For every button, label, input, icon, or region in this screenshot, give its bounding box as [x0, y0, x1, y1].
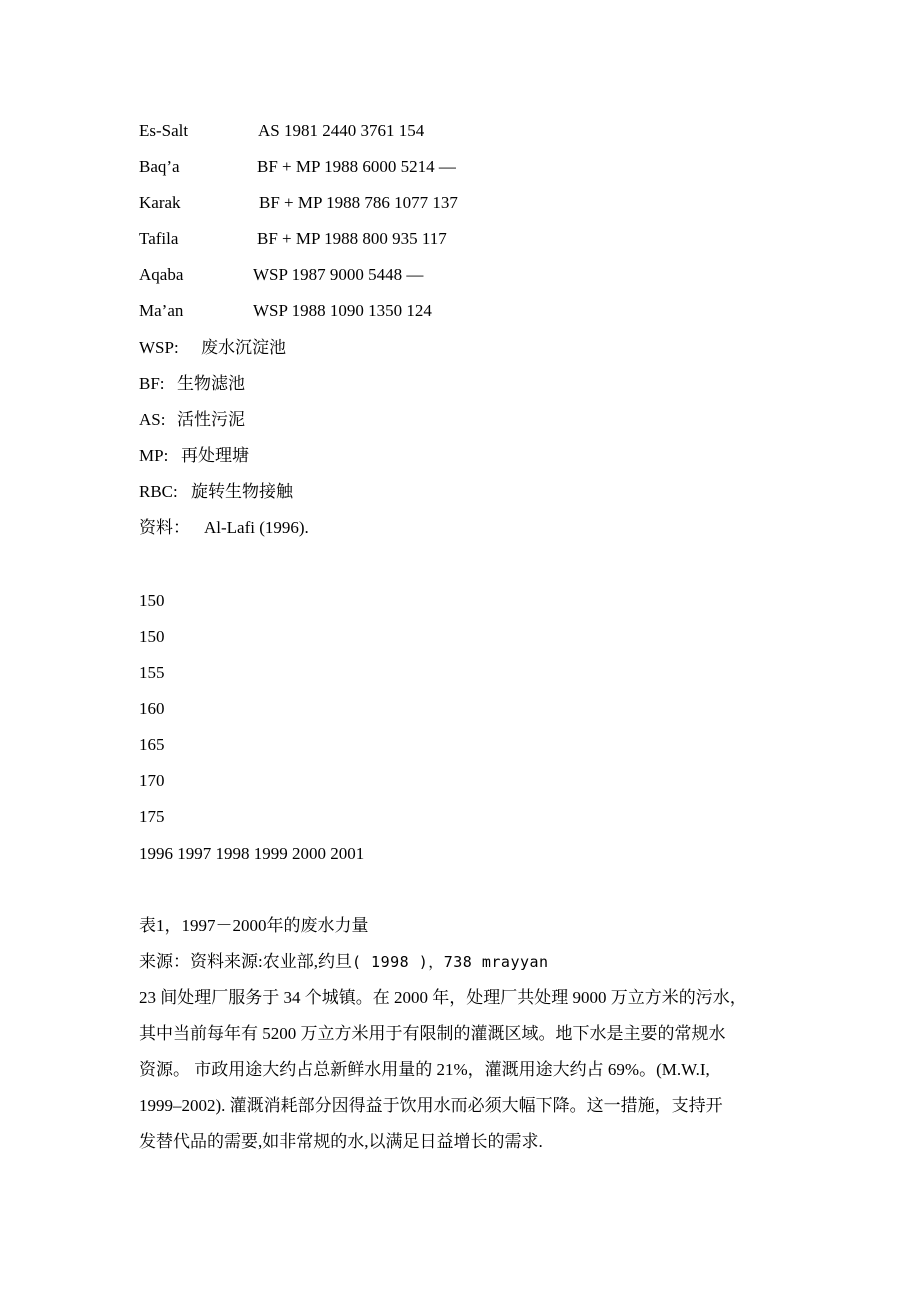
plant-row	[139, 300, 432, 322]
plant-row	[139, 192, 458, 214]
paragraph-line: 1999–2002). 灌溉消耗部分因得益于饮用水而必须大幅下降。这一措施，支持开	[139, 1096, 723, 1115]
y-tick-label: 165	[139, 735, 165, 754]
plant-info: AS 1981 2440 3761 154	[258, 121, 425, 140]
legend-item	[139, 445, 249, 467]
legend-abbr: WSP:	[139, 338, 179, 357]
legend-abbr: MP:	[139, 446, 169, 465]
source-value: Al-Lafi (1996).	[204, 518, 309, 537]
y-tick-label: 150	[139, 627, 165, 646]
legend-abbr: RBC:	[139, 482, 178, 501]
plant-row	[139, 156, 456, 178]
source-line-text: 来源：资料来源:农业部,约旦	[139, 952, 352, 971]
paragraph-line: 23 间处理厂服务于 34 个城镇。在 2000 年，处理厂共处理 9000 万立方米的污水，	[139, 988, 747, 1007]
legend-abbr: AS:	[139, 410, 166, 429]
paragraph-line: 发替代品的需要,如非常规的水,以满足日益增长的需求.	[139, 1132, 543, 1151]
paragraph-line: 其中当前每年有 5200 万立方米用于有限制的灌溉区域。地下水是主要的常规水	[139, 1024, 726, 1043]
legend-abbr: BF:	[139, 374, 165, 393]
plant-info: WSP 1987 9000 5448 —	[253, 265, 424, 284]
plant-row	[139, 228, 447, 250]
y-tick-label: 150	[139, 591, 165, 610]
plant-row	[139, 120, 425, 142]
legend-desc: 废水沉淀池	[201, 338, 286, 357]
table-caption: 表1，1997－2000年的废水力量	[139, 916, 369, 935]
body-paragraph	[139, 980, 784, 1160]
plant-name: Baq’a	[139, 157, 180, 176]
legend-desc: 再处理塘	[181, 446, 249, 465]
y-tick-label: 155	[139, 663, 165, 682]
y-tick-label: 175	[139, 807, 165, 826]
legend-desc: 生物滤池	[177, 374, 245, 393]
legend-item	[139, 337, 286, 359]
source-line-mono: ( 1998 )，738 mrayyan	[351, 953, 549, 971]
x-tick-labels: 1996 1997 1998 1999 2000 2001	[139, 844, 365, 863]
source-note	[139, 517, 309, 539]
source-line	[139, 951, 549, 973]
plant-name: Aqaba	[139, 265, 184, 284]
legend-item	[139, 481, 293, 503]
legend-item	[139, 409, 245, 431]
plant-info: BF + MP 1988 800 935 117	[257, 229, 447, 248]
plant-info: BF + MP 1988 786 1077 137	[259, 193, 458, 212]
plant-name: Karak	[139, 193, 181, 212]
y-tick-label: 170	[139, 771, 165, 790]
legend-desc: 旋转生物接触	[191, 482, 293, 501]
y-tick-label: 160	[139, 699, 165, 718]
plant-info: BF + MP 1988 6000 5214 —	[257, 157, 456, 176]
plant-info: WSP 1988 1090 1350 124	[253, 301, 432, 320]
plant-name: Ma’an	[139, 301, 184, 320]
plant-name: Tafila	[139, 229, 179, 248]
source-label: 资料：	[139, 518, 190, 537]
legend-item	[139, 373, 245, 395]
paragraph-line: 资源。 市政用途大约占总新鲜水用量的 21%，灌溉用途大约占 69%。(M.W.I,	[139, 1060, 710, 1079]
plant-row	[139, 264, 424, 286]
plant-name: Es-Salt	[139, 121, 189, 140]
legend-desc: 活性污泥	[177, 410, 245, 429]
